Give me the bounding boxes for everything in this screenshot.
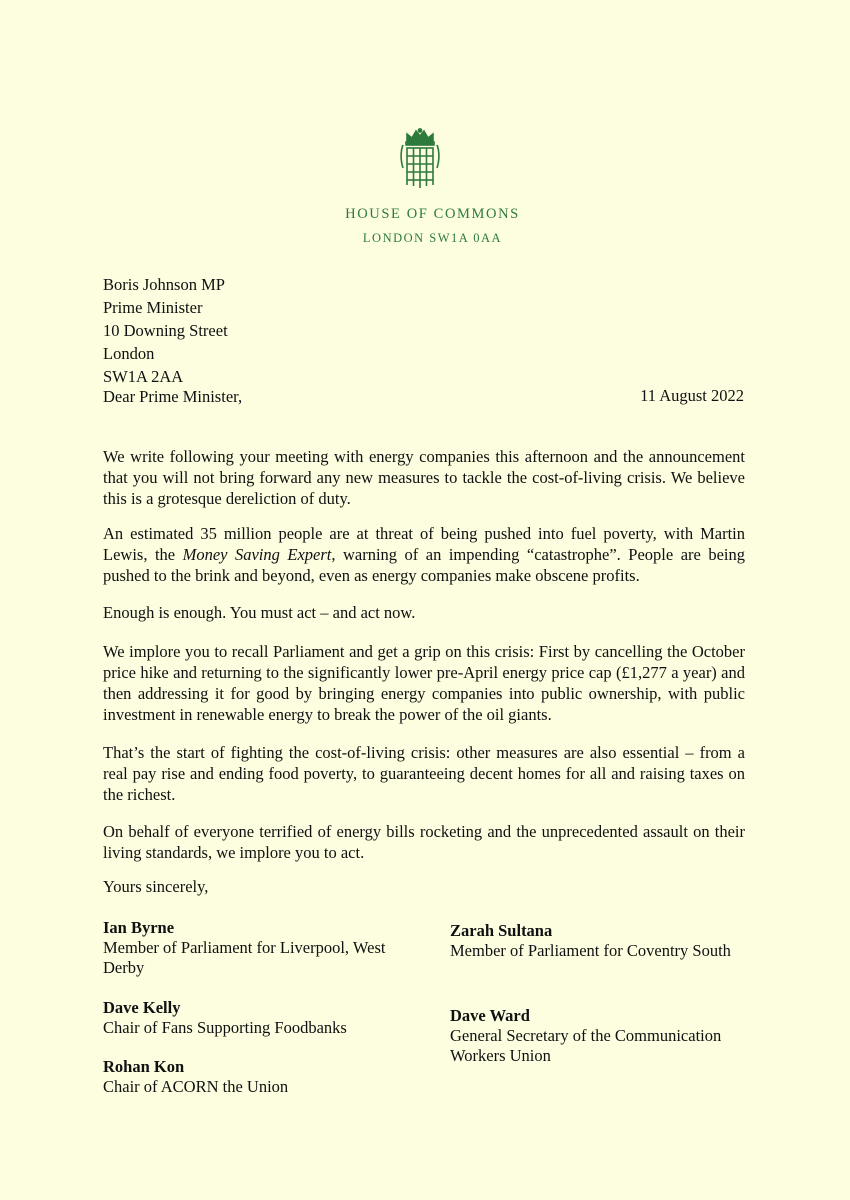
paragraph-5: That’s the start of fighting the cost-of-living crisis: other measures are also essential – from a real pay rise and ending food poverty, to guaranteeing decent homes for all and raising taxes on the richest.	[103, 743, 745, 804]
letterhead-address: LONDON SW1A 0AA	[362, 231, 503, 245]
paragraph-4: We implore you to recall Parliament and get a grip on this crisis: First by cancelling the October price hike and returning to the significantly lower pre-April energy price cap (£1,277 a year) and then addressing it for good by bringing energy companies into public ownership, with public investment in renewable energy to break the power of the oil giants.	[103, 642, 745, 724]
recipient-address	[103, 273, 228, 388]
signatory	[450, 1006, 750, 1066]
recipient-line: SW1A 2AA	[103, 367, 184, 386]
signatory-name: Rohan Kon	[103, 1057, 185, 1076]
letter-date: 11 August 2022	[640, 386, 744, 405]
paragraph-2-text: , warning of an impending “catastrophe”. People are being pushed to the brink and beyond, even as energy companies make obscene profits.	[103, 545, 745, 585]
signatory-name: Zarah Sultana	[450, 921, 553, 940]
salutation: Dear Prime Minister,	[103, 387, 243, 406]
signatory	[103, 918, 413, 978]
signatory-role: Chair of Fans Supporting Foodbanks	[103, 1018, 347, 1037]
closing: Yours sincerely,	[103, 877, 209, 896]
portcullis-icon	[399, 128, 441, 192]
signatory-role: General Secretary of the Communication Workers Union	[450, 1026, 722, 1065]
signatory-role: Member of Parliament for Coventry South	[450, 941, 731, 960]
letterhead-name: HOUSE OF COMMONS	[345, 206, 520, 222]
signatory	[103, 1057, 413, 1097]
signatory	[450, 921, 750, 961]
signatory-role: Chair of ACORN the Union	[103, 1077, 289, 1096]
signatory-role: Member of Parliament for Liverpool, West Derby	[103, 938, 386, 977]
recipient-line: London	[103, 344, 155, 363]
money-saving-expert-text: Money Saving Expert	[182, 545, 332, 564]
paragraph-6: On behalf of everyone terrified of energy bills rocketing and the unprecedented assault on their living standards, we implore you to act.	[103, 822, 745, 862]
signatory-name: Dave Kelly	[103, 998, 181, 1017]
signatory-name: Ian Byrne	[103, 918, 175, 937]
recipient-line: Prime Minister	[103, 298, 203, 317]
recipient-line: 10 Downing Street	[103, 321, 228, 340]
paragraph-2-text: An estimated 35 million people are at threat of being pushed into fuel poverty, with Martin Lewis, the	[103, 524, 745, 564]
paragraph-3: Enough is enough. You must act – and act now.	[103, 603, 416, 622]
paragraph-1: We write following your meeting with energy companies this afternoon and the announcement that you will not bring forward any new measures to tackle the cost-of-living crisis. We believe this is a grotesque dereliction of duty.	[103, 447, 745, 508]
paragraph-2	[103, 523, 745, 586]
signatory	[103, 998, 413, 1038]
signatory-name: Dave Ward	[450, 1006, 530, 1025]
recipient-line: Boris Johnson MP	[103, 275, 225, 294]
